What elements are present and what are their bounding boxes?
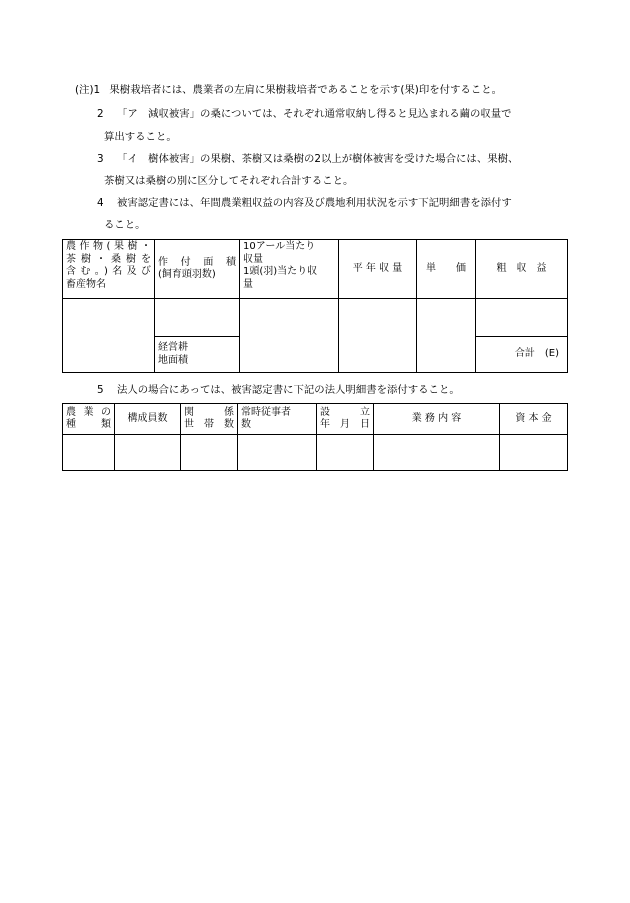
header-households-line2: 世 帯 数 [184,419,234,430]
header-crop-line3: 含む。)名及び [66,266,151,277]
header-unit-price: 単 価 [417,240,476,299]
header-yield-line1: 10アール当たり [243,241,316,252]
cell-total-e: 合計 (E) [476,337,568,373]
header-area-line1: 作 付 面 積 [158,256,236,268]
agricultural-income-table [62,239,568,373]
header-established-line1: 設 立 [320,406,370,418]
header-workers-line1: 常時従事者 [241,406,291,418]
header-type-line2: 種 類 [66,419,111,430]
cell-yield-empty [240,299,339,373]
note-5-text: 法人の場合にあっては、被害認定書に下記の法人明細書を添付すること。 [116,384,460,396]
header-crop-line1: 農作物(果樹・ [66,241,151,252]
header-related-households [181,404,238,435]
corporation-details-table [62,403,568,471]
cell-type-empty [63,435,115,471]
note-2-number: 2 [97,108,104,120]
table2-header-row [63,404,568,435]
note-3-text-line2: 茶樹又は桑樹の別に区分してそれぞれ合計すること。 [104,175,354,187]
note-2 [97,108,512,121]
cell-members-empty [115,435,181,471]
header-farming-type [63,404,115,435]
header-area-line2: (飼育頭羽数) [158,269,216,280]
header-crop-name [63,240,155,299]
note-3 [97,153,518,166]
cell-business-empty [374,435,500,471]
note-3-cont [104,175,353,188]
note-4-number: 4 [97,197,104,209]
note-5-number: 5 [97,384,104,396]
cell-gross-empty [476,299,568,337]
header-type-line1: 農業の [66,406,111,418]
cell-avg-empty [339,299,417,373]
managed-area-line1: 経営耕 [158,342,188,353]
table2-data-row [63,435,568,471]
managed-area-line2: 地面積 [158,354,188,366]
note-3-text-line1: 「イ 樹体被害」の果樹、茶樹又は桑樹の2以上が樹体被害を受けた場合には、果樹、 [116,153,519,165]
header-full-time-workers [238,404,317,435]
header-business-content: 業 務 内 容 [374,404,500,435]
header-planted-area [155,240,240,299]
header-yield-per-10a [240,240,339,299]
note-4-text-line1: 被害認定書には、年間農業粗収益の内容及び農地利用状況を示す下記明細書を添付す [116,197,512,209]
header-crop-line2: 茶樹・桑樹を [66,253,151,265]
header-households-line1: 関 係 [184,406,234,418]
note-4-text-line2: ること。 [104,219,146,231]
header-yield-line2: 収量 [243,253,263,265]
note-4-cont [104,219,146,232]
note-1 [75,84,502,97]
header-average-yield: 平 年 収 量 [339,240,417,299]
header-member-count: 構成員数 [115,404,181,435]
header-yield-line3: 1頭(羽)当たり収 [243,266,318,277]
table1-header-row [63,240,568,299]
header-crop-line4: 畜産物名 [66,278,106,290]
cell-managed-area [155,337,240,373]
note-2-text-line2: 算出すること。 [104,131,177,143]
note-1-number: (注)1 [75,84,101,96]
header-established-line2: 年 月 日 [320,419,370,430]
cell-established-empty [317,435,374,471]
note-2-text-line1: 「ア 減収被害」の桑については、それぞれ通常収納し得ると見込まれる繭の収量で [116,108,512,120]
header-established-date [317,404,374,435]
cell-households-empty [181,435,238,471]
note-3-number: 3 [97,153,104,165]
note-1-text: 果樹栽培者には、農業者の左肩に果樹栽培者であることを示す(果)印を付すること。 [109,84,502,96]
table1-data-row [63,299,568,337]
cell-workers-empty [238,435,317,471]
note-5 [97,384,460,397]
header-gross-income: 粗 収 益 [476,240,568,299]
note-2-cont [104,131,177,144]
cell-capital-empty [500,435,568,471]
cell-crop-empty [63,299,155,373]
header-workers-line2: 数 [241,419,251,430]
header-capital: 資 本 金 [500,404,568,435]
cell-area-empty [155,299,240,337]
note-4 [97,197,512,210]
header-yield-line4: 量 [243,278,253,290]
cell-price-empty [417,299,476,373]
